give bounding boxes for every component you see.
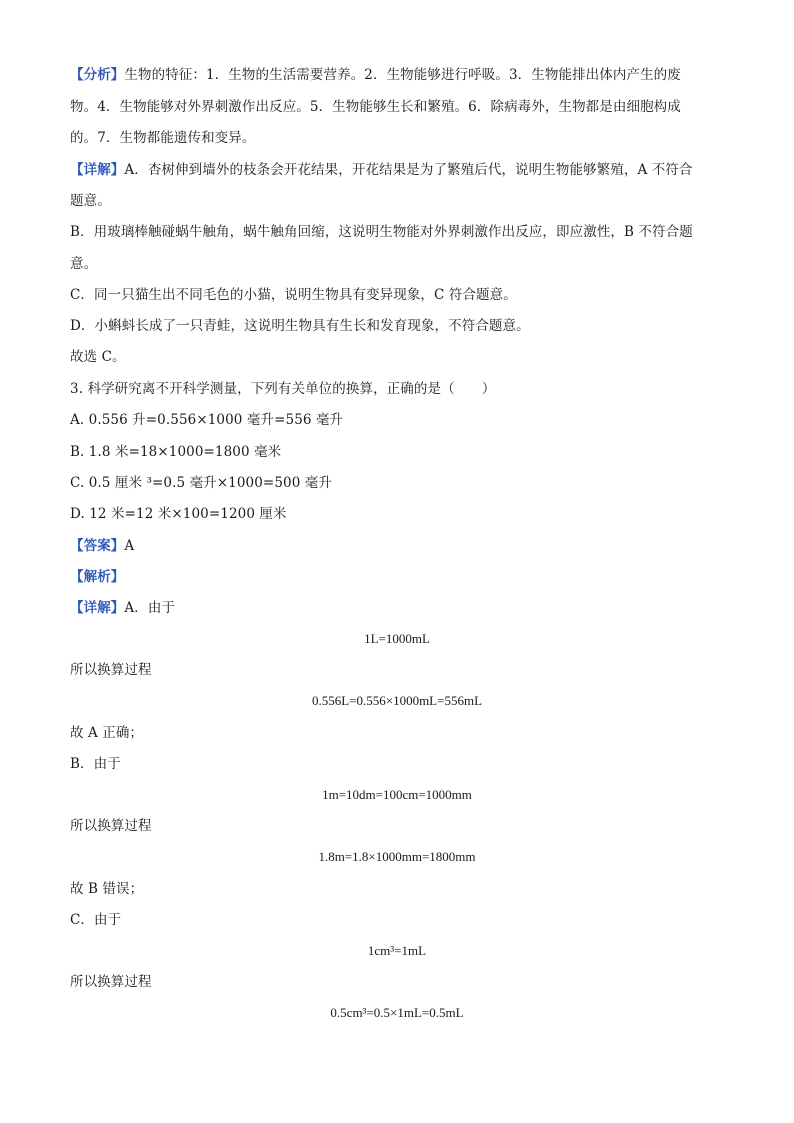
detail-line-6: D．小蝌蚪长成了一只青蛙，这说明生物具有生长和发育现象，不符合题意。 [70,318,530,334]
analysis-line-1 [70,66,681,84]
detail-line-4: 意。 [70,256,98,272]
detail2-tag: 【详解】 [70,600,125,616]
option-b: B. 1.8 米=18×1000=1800 毫米 [70,444,282,460]
analysis-tag: 【分析】 [70,67,125,83]
formula-b-1: 1m=10dm=100cm=1000mm [322,787,472,802]
detail2-b-process: 所以换算过程 [70,818,152,834]
detail-line-1 [70,161,693,179]
option-d: D. 12 米=12 米×100=1200 厘米 [70,506,287,522]
detail2-a-process: 所以换算过程 [70,662,152,678]
question-stem: 3. 科学研究离不开科学测量，下列有关单位的换算，正确的是（ ） [70,381,496,397]
detail-line-5: C．同一只猫生出不同毛色的小猫，说明生物具有变异现象，C 符合题意。 [70,287,517,303]
analysis-line-2: 物。4．生物能够对外界刺激作出反应。5．生物能够生长和繁殖。6．除病毒外，生物都是由细胞构成 [70,99,681,115]
explanation-line [70,568,124,586]
option-a: A. 0.556 升=0.556×1000 毫升=556 毫升 [70,412,344,428]
answer-line [70,537,134,555]
detail2-c-intro: C．由于 [70,912,122,928]
answer-tag: 【答案】 [70,538,125,554]
analysis-line-3: 的。7．生物都能遗传和变异。 [70,130,256,146]
answer-value: A [124,538,135,554]
analysis-text-1: 生物的特征：1．生物的生活需要营养。2．生物能够进行呼吸。3．生物能排出体内产生的废 [124,67,681,83]
detail-line-3: B．用玻璃棒触碰蜗牛触角，蜗牛触角回缩，这说明生物能对外界刺激作出反应，即应激性，B 不符合题 [70,224,693,240]
detail2-c-process: 所以换算过程 [70,974,152,990]
detail2-a-conclusion: 故 A 正确； [70,725,144,741]
detail-conclusion: 故选 C。 [70,349,126,365]
option-c: C. 0.5 厘米 ³=0.5 毫升×1000=500 毫升 [70,475,333,491]
detail2-a-intro-line [70,599,175,617]
detail2-b-intro: B．由于 [70,756,121,772]
formula-b-2: 1.8m=1.8×1000mm=1800mm [318,849,476,864]
detail2-a-intro: A．由于 [124,600,176,616]
formula-a-2: 0.556L=0.556×1000mL=556mL [311,693,483,708]
formula-c-1: 1cm³=1mL [367,943,427,958]
formula-c-2: 0.5cm³=0.5×1mL=0.5mL [330,1005,464,1020]
formula-a-1: 1L=1000mL [364,631,430,646]
detail2-b-conclusion: 故 B 错误； [70,881,144,897]
detail-line-2: 题意。 [70,193,111,209]
explanation-tag: 【解析】 [70,569,125,585]
detail-tag: 【详解】 [70,162,125,178]
detail-text-1: A．杏树伸到墙外的枝条会开花结果，开花结果是为了繁殖后代，说明生物能够繁殖，A 不符合 [124,162,693,178]
